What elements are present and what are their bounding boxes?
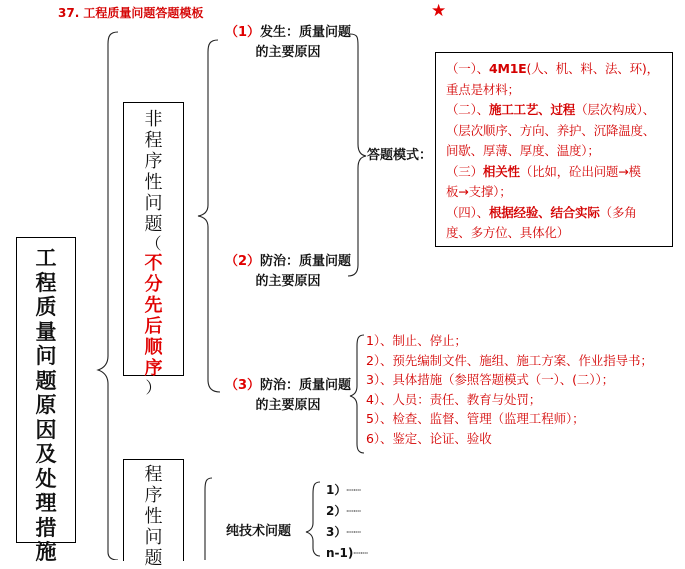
list-item: 1）、制止、停止； [366, 333, 467, 348]
non-procedural-text: 非 程 序 性 问 题 （ 不 分 先 后 顺 序 ） [144, 109, 163, 397]
non-procedural-box [123, 102, 184, 397]
steps-list [326, 480, 368, 564]
list-item: 3）┈┈ [326, 525, 361, 539]
procedural-box [123, 459, 184, 569]
red-star-icon: ★ [431, 1, 447, 21]
answer-mode-label: 答题模式： [367, 148, 433, 163]
main-topic-text: 工 程 质 量 问 题 原 因 及 处 理 措 施 [35, 246, 57, 564]
answer-line: 板→支撑）； [446, 184, 512, 199]
page-title: 37. 工程质量问题答题模板 [58, 6, 204, 20]
steps-bracket [306, 482, 320, 556]
main-topic-box [16, 237, 76, 564]
answer-line: （四）、根据经验、结合实际（多角 [446, 204, 637, 220]
branch-2-prevention: （2）防治：质量问题 的主要原因 [224, 254, 352, 289]
list-item: 2）、预先编制文件、施组、施工方案、作业指导书； [366, 352, 653, 368]
answer-mode-box [435, 52, 673, 247]
procedural-bracket [205, 478, 212, 560]
answer-line: 度、多方位、具体化） [446, 225, 570, 240]
pure-tech-label: 纯技术问题 [226, 524, 292, 539]
branch-3-prevention: （3）防治：质量问题 的主要原因 [224, 378, 352, 413]
answer-mode-bracket [348, 34, 366, 276]
list-item: 2）┈┈ [326, 504, 361, 518]
list-item: 1）┈┈ [326, 483, 361, 497]
list-item: 4）、人员：责任、教育与处罚； [366, 391, 542, 407]
list-item: 6）、鉴定、论证、验收 [366, 430, 492, 446]
answer-line: （一）、4M1E(人、机、料、法、环)， [446, 61, 659, 76]
answer-line: （三）相关性（比如，砼出问题→模 [446, 163, 641, 179]
list-item: 5）、检查、监督、管理（监理工程师）； [366, 411, 585, 426]
non-procedural-bracket [198, 40, 220, 392]
list-item: n-1)┈┈ [326, 546, 368, 560]
list-item: 3）、具体措施（参照答题模式（一）、(二））； [366, 372, 615, 387]
answer-line: （层次顺序、方向、养护、沉降温度、 [446, 122, 656, 138]
procedural-text: 程 序 性 问 题 [144, 464, 163, 569]
answer-line: 重点是材料； [446, 81, 520, 97]
measures-list [366, 331, 653, 448]
answer-line: （二）、施工工艺、过程（层次构成）、 [446, 102, 655, 117]
answer-line: 间歇、厚薄、厚度、温度）； [446, 143, 600, 158]
branch-1-occurrence: （1）发生：质量问题 的主要原因 [224, 25, 352, 60]
main-bracket [98, 32, 118, 560]
